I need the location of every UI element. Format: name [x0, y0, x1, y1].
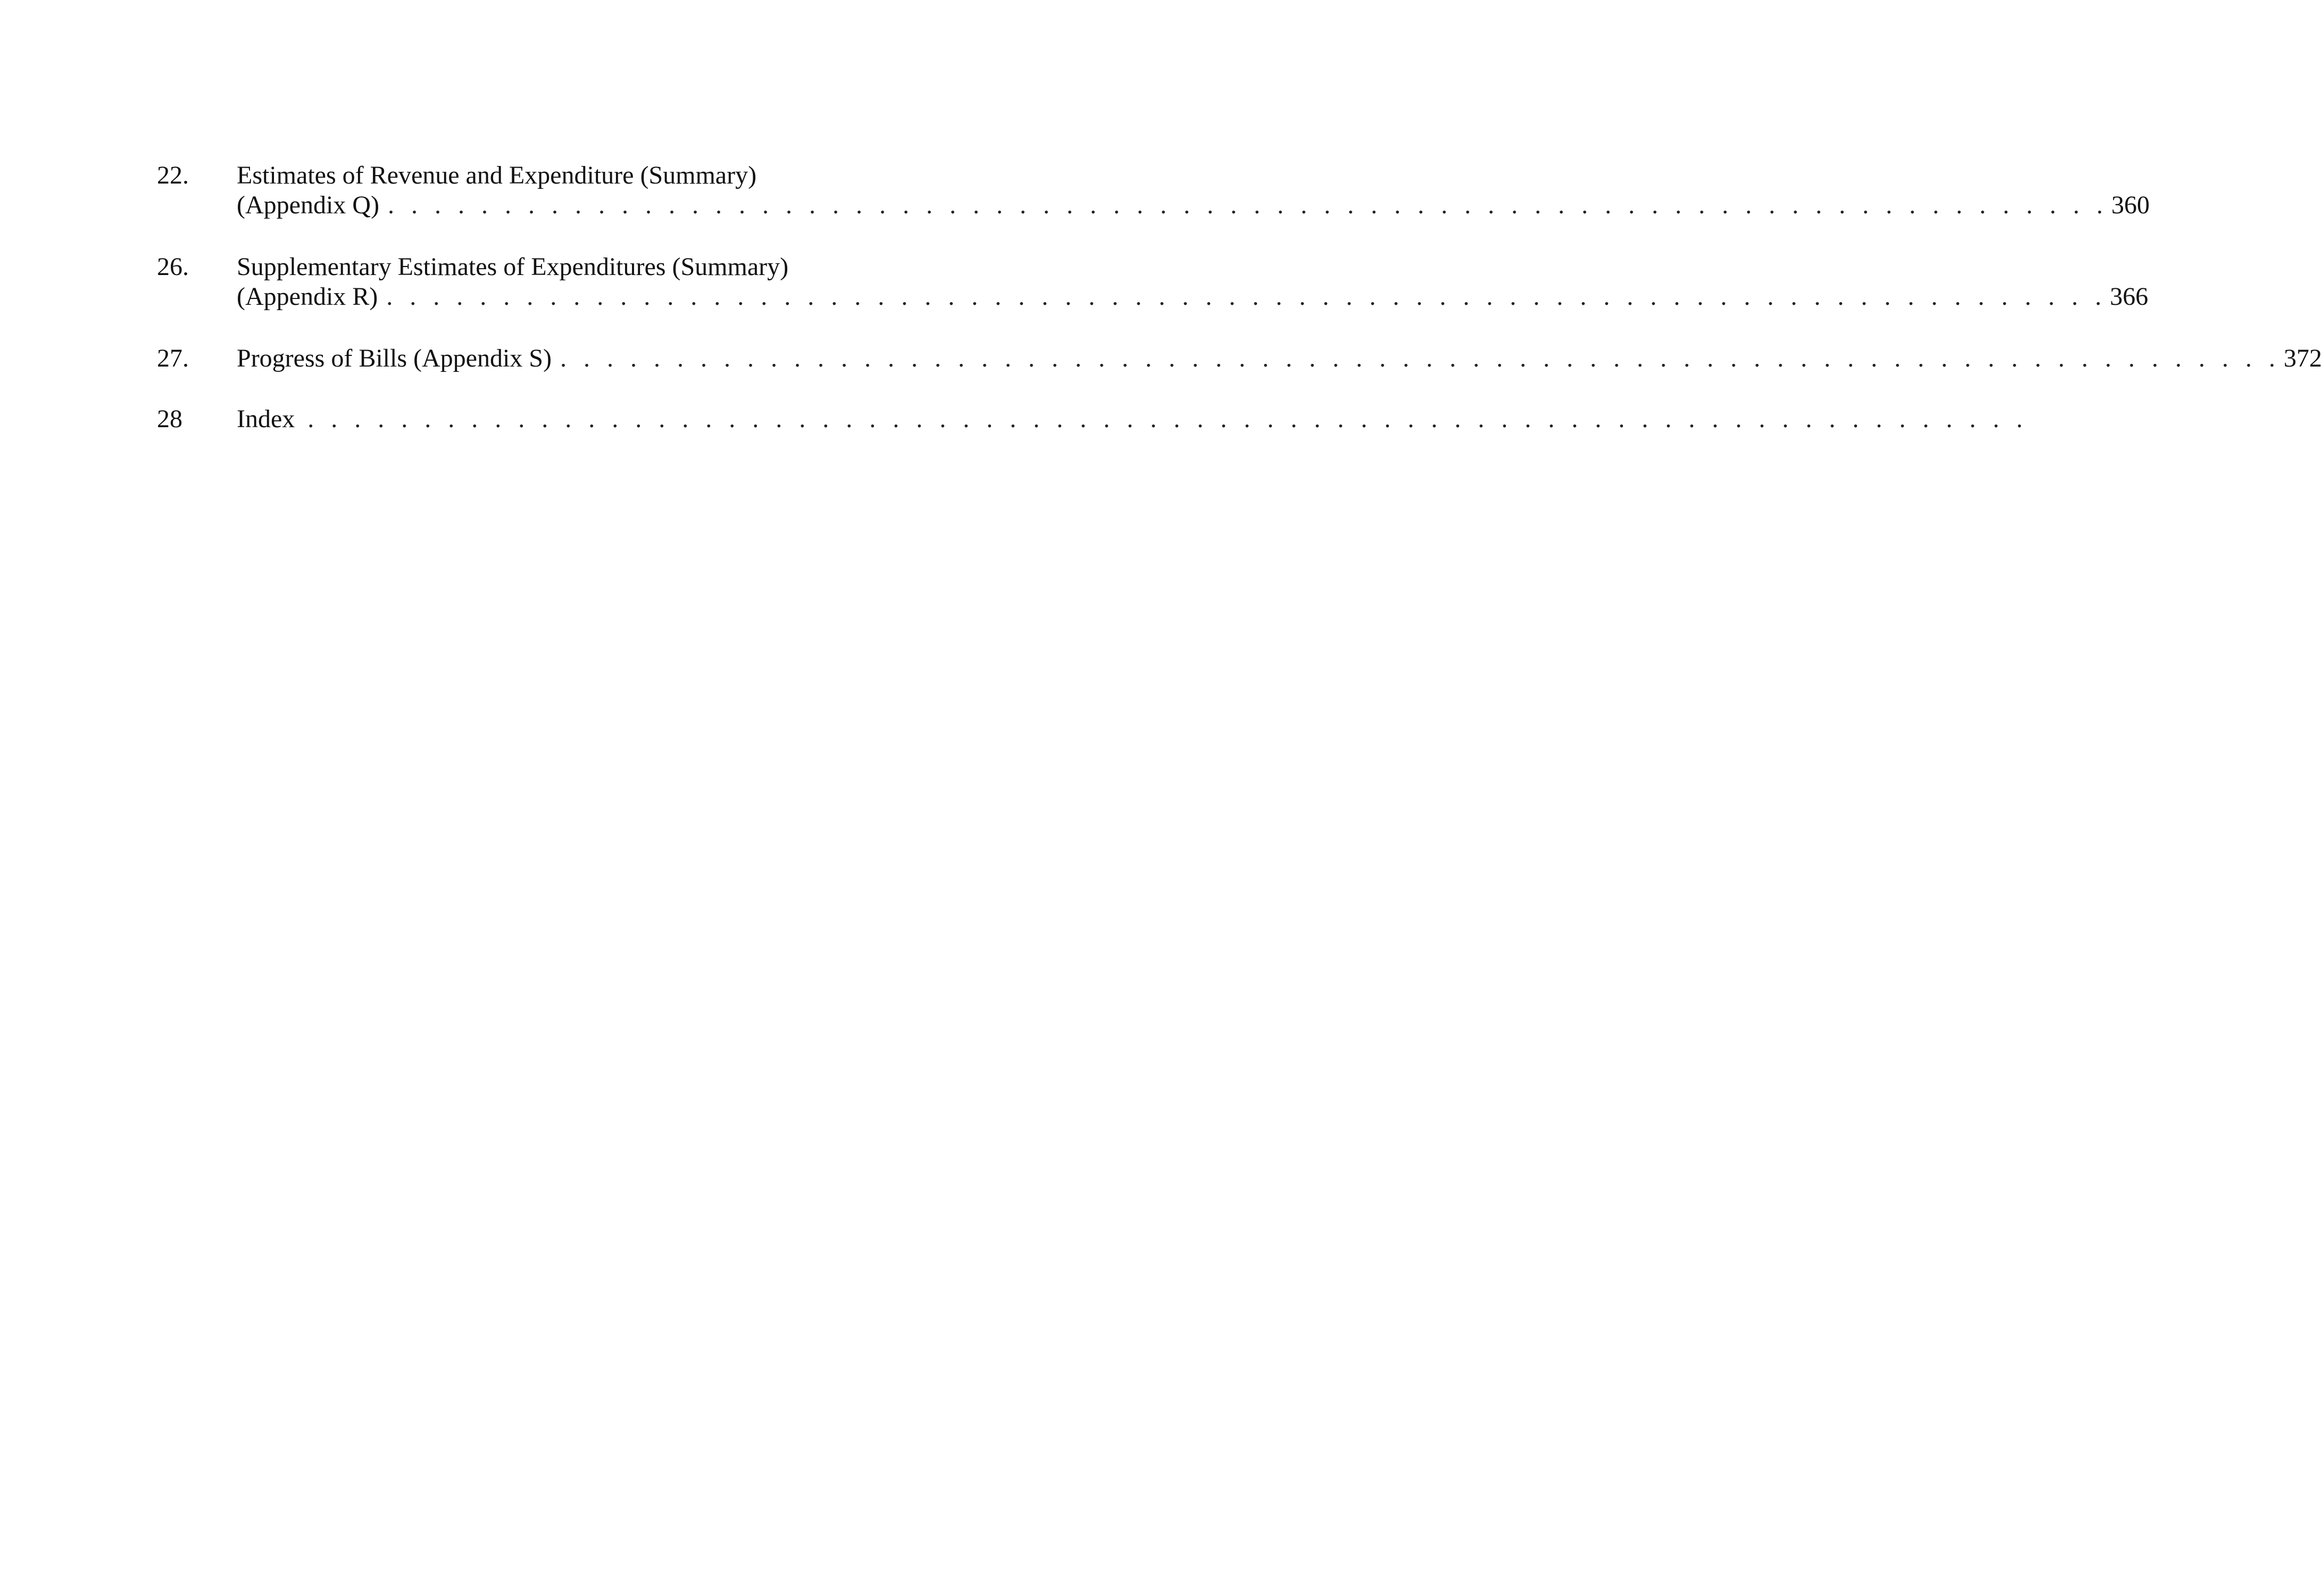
entry-title: Estimates of Revenue and Expenditure (Summary) [237, 161, 757, 189]
entry-body [237, 161, 2150, 220]
page-number: 366 [2110, 282, 2149, 311]
entry-number: 27. [157, 344, 189, 372]
entry-number: 22. [157, 161, 189, 189]
entry-subtitle: (Appendix R) [237, 282, 378, 311]
dot-leader: . . . . . . . . . . . . . . . . . . . . . . . . . . . . . . . . . . . . . . . . . . . . . . . . . . . . . . . . . . . . . . . . . . . . . . . . . . [387, 191, 2108, 219]
page-number: 372 [2283, 344, 2322, 372]
entry-body [237, 252, 2149, 312]
dot-leader: . . . . . . . . . . . . . . . . . . . . . . . . . . . . . . . . . . . . . . . . . . . . . . . . . . . . . . . . . . . . . . . . . . . . . . . . . . [560, 344, 2281, 372]
entry-title: Supplementary Estimates of Expenditures (Summary) [237, 253, 789, 281]
entry-body [237, 404, 2028, 434]
entry-title: Index [237, 405, 295, 433]
entry-leader-line [237, 404, 2028, 434]
entry-subtitle: (Appendix Q) [237, 191, 379, 219]
entry-leader-line [237, 282, 2149, 312]
entry-title: Progress of Bills (Appendix S) [237, 344, 552, 372]
page-number: 360 [2111, 191, 2150, 219]
entry-leader-line [237, 190, 2150, 220]
entry-number: 26. [157, 253, 189, 281]
entry-leader-line [237, 344, 2322, 373]
entry-number: 28 [157, 405, 182, 433]
dot-leader: . . . . . . . . . . . . . . . . . . . . . . . . . . . . . . . . . . . . . . . . . . . . . . . . . . . . . . . . . . . . . . . . . . . . . . . . . . [386, 282, 2107, 311]
dot-leader: . . . . . . . . . . . . . . . . . . . . . . . . . . . . . . . . . . . . . . . . . . . . . . . . . . . . . . . . . . . . . . . . . . . . . . . . . . [307, 405, 2028, 433]
entry-body [237, 344, 2322, 373]
